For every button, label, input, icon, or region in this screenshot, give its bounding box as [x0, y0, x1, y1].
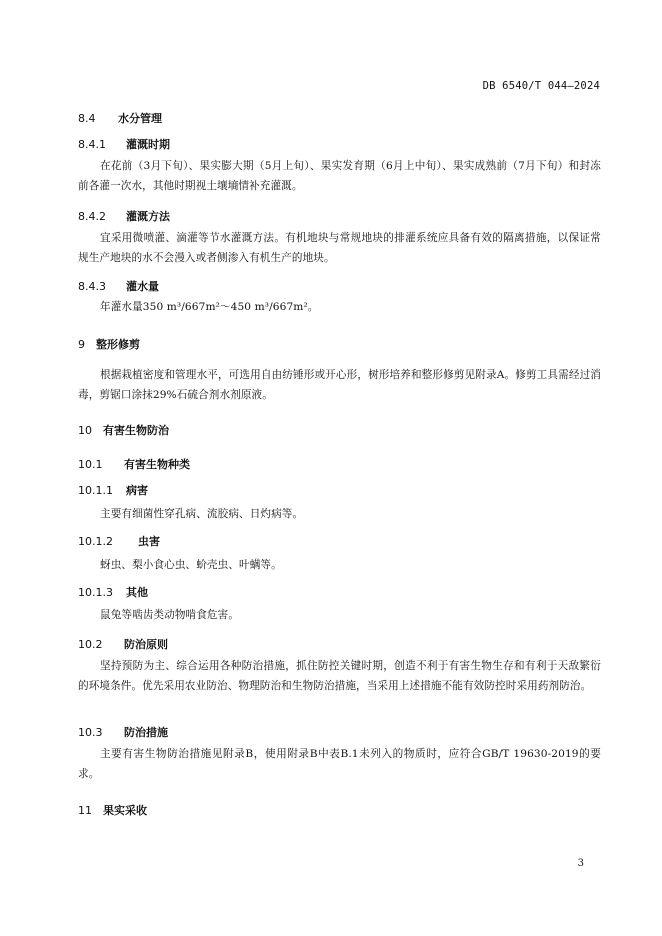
section-title: 虫害 — [138, 535, 160, 548]
section-number: 10.1.3 — [78, 586, 113, 599]
section-heading-10-3 — [78, 724, 168, 740]
section-heading-10-1-2 — [78, 533, 160, 549]
paragraph-control-principles: 坚持预防为主、综合运用各种防治措施，抓住防控关键时期，创造不利于有害生物生存和有利于天敌繁衍的环境条件。优先采用农业防治、物理防治和生物防治措施，当采用上述措施不能有效防控时采用药剂防治。 — [78, 660, 601, 692]
section-number: 8.4 — [78, 112, 96, 125]
section-heading-10 — [78, 422, 169, 438]
section-number: 10 — [78, 424, 92, 437]
section-title: 果实采收 — [103, 804, 147, 817]
section-heading-10-1-1 — [78, 482, 148, 498]
section-title: 整形修剪 — [96, 338, 140, 351]
section-heading-9 — [78, 336, 140, 352]
paragraph-irrigation-amount: 年灌水量350 m³/667m²～450 m³/667m²。 — [100, 301, 319, 313]
section-number: 10.3 — [78, 726, 103, 739]
section-number: 8.4.2 — [78, 210, 106, 223]
document-code-header: DB 6540/T 044—2024 — [482, 80, 600, 92]
section-heading-8-4-1 — [78, 136, 170, 152]
section-title: 灌溉方法 — [126, 210, 170, 223]
section-title: 水分管理 — [118, 112, 162, 125]
section-title: 病害 — [126, 484, 148, 497]
section-title: 其他 — [126, 586, 148, 599]
paragraph-irrigation-method: 宜采用微喷灌、滴灌等节水灌溉方法。有机地块与常规地块的排灌系统应具备有效的隔离措施，以保证常规生产地块的水不会漫入或者侧渗入有机生产的地块。 — [78, 232, 601, 264]
section-number: 10.1.2 — [78, 535, 113, 548]
section-heading-8-4-3 — [78, 278, 159, 294]
section-heading-10-1 — [78, 456, 190, 472]
paragraph-diseases: 主要有细菌性穿孔病、流胶病、日灼病等。 — [100, 508, 304, 520]
section-heading-10-2 — [78, 636, 168, 652]
page-number: 3 — [577, 858, 584, 869]
section-number: 10.1.1 — [78, 484, 113, 497]
paragraph-irrigation-timing: 在花前（3月下旬）、果实膨大期（5月上旬）、果实发育期（6月上中旬）、果实成熟前（7月下旬）和封冻前各灌一次水，其他时期视土壤墒情补充灌溉。 — [78, 160, 601, 192]
section-number: 10.1 — [78, 458, 103, 471]
section-title: 灌溉时期 — [126, 138, 170, 151]
section-title: 有害生物防治 — [103, 424, 169, 437]
paragraph-pests: 蚜虫、梨小食心虫、蚧壳虫、叶螨等。 — [100, 559, 282, 571]
section-number: 8.4.3 — [78, 280, 106, 293]
section-heading-10-1-3 — [78, 584, 148, 600]
section-number: 9 — [78, 338, 85, 351]
section-number: 10.2 — [78, 638, 103, 651]
paragraph-pruning: 根据栽植密度和管理水平，可选用自由纺锤形或开心形，树形培养和整形修剪见附录A。修剪工具需经过消毒，剪锯口涂抹29%石硫合剂水剂原液。 — [78, 369, 601, 401]
section-number: 8.4.1 — [78, 138, 106, 151]
section-title: 防治措施 — [124, 726, 168, 739]
section-heading-8-4 — [78, 110, 162, 126]
paragraph-other-pests: 鼠兔等啮齿类动物啃食危害。 — [100, 609, 240, 621]
section-heading-11 — [78, 802, 147, 818]
section-title: 有害生物种类 — [124, 458, 190, 471]
paragraph-control-measures: 主要有害生物防治措施见附录B，使用附录B中表B.1未列入的物质时，应符合GB/T 19630-2019的要求。 — [78, 748, 601, 780]
section-title: 防治原则 — [124, 638, 168, 651]
section-number: 11 — [78, 804, 92, 817]
section-title: 灌水量 — [126, 280, 159, 293]
section-heading-8-4-2 — [78, 208, 170, 224]
